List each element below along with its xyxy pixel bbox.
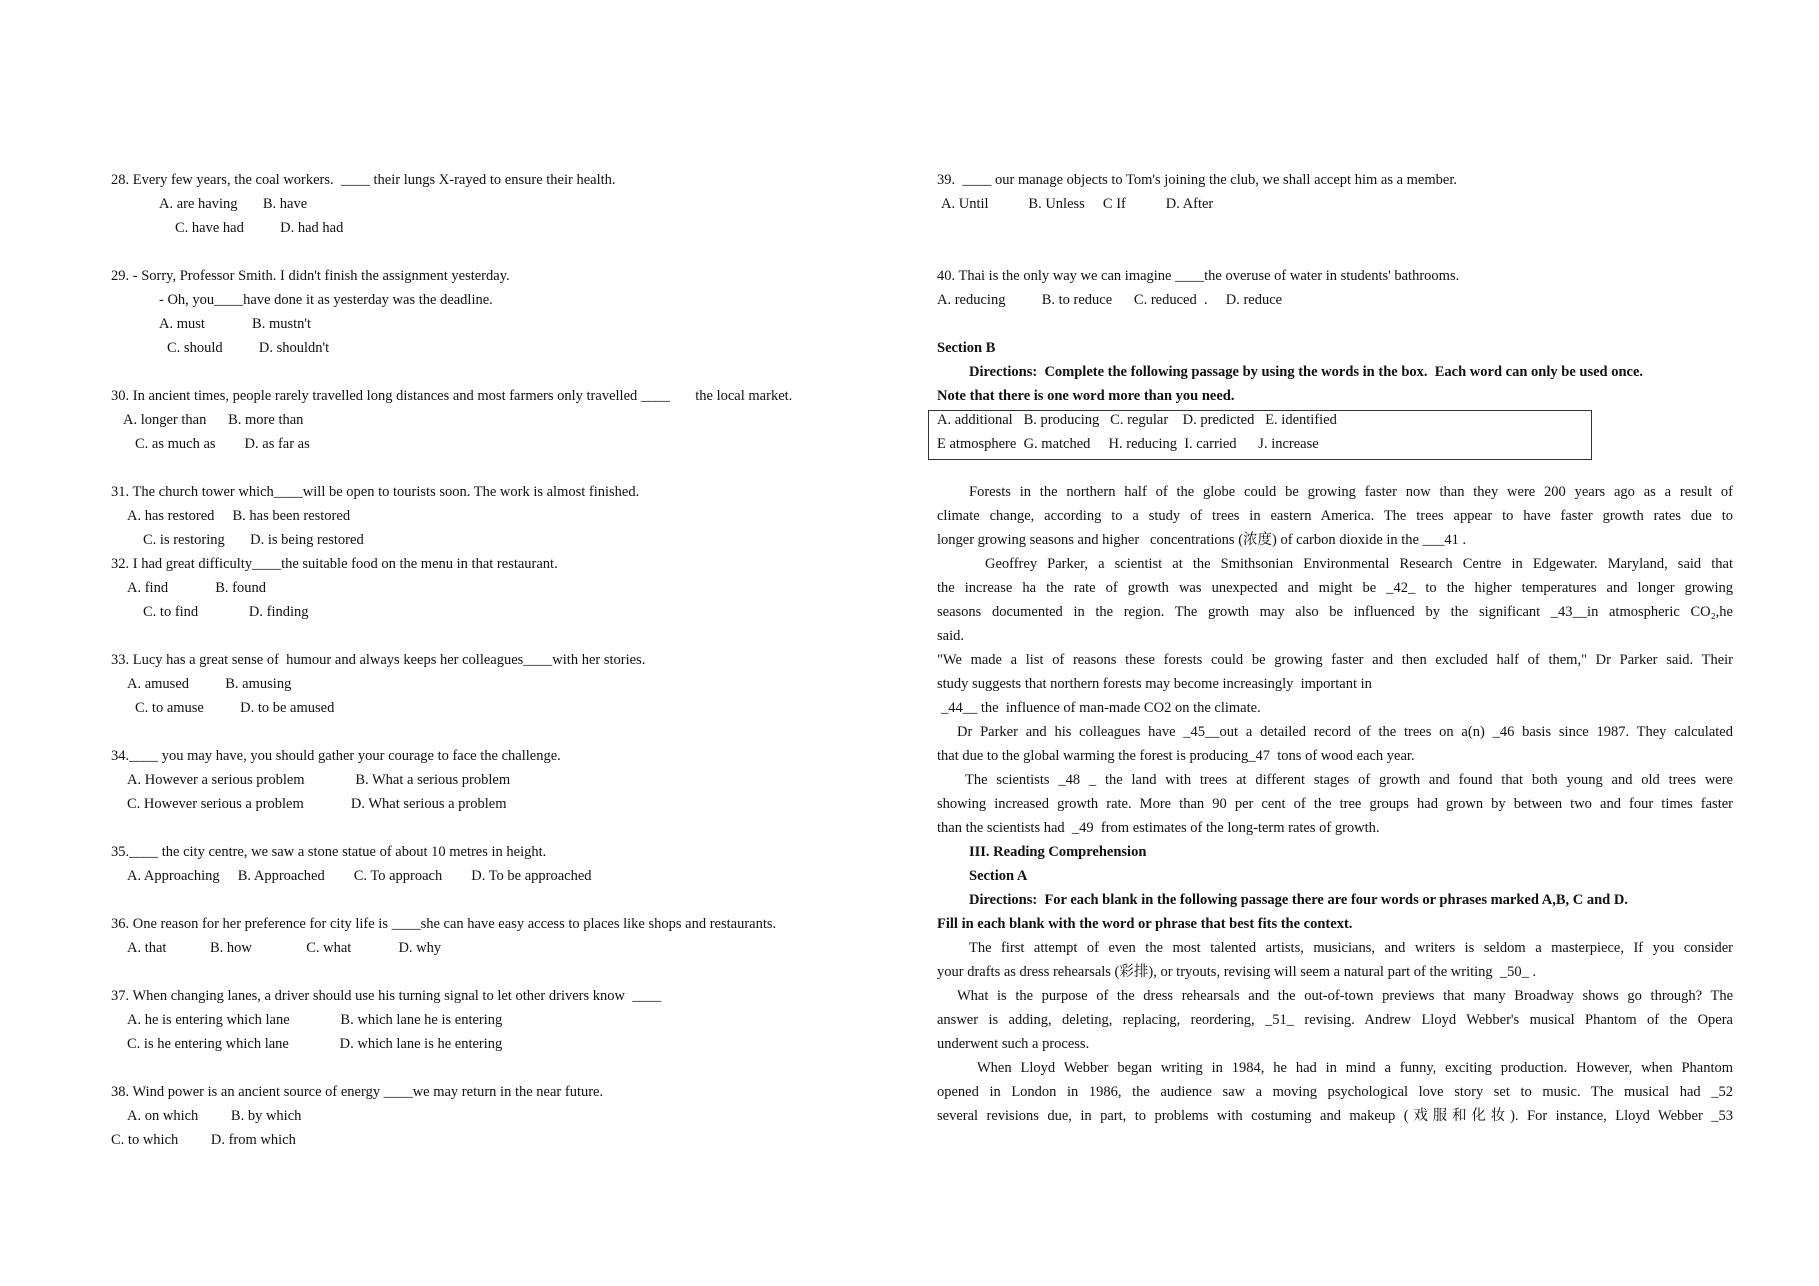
passage-b-line: climate change, according to a study of trees in eastern America. The trees appear to have faster growth rates due to bbox=[937, 508, 1733, 524]
passage-a-line: your drafts as dress rehearsals (彩排), or tryouts, revising will seem a natural part of the writing _50_ . bbox=[937, 964, 1537, 980]
options-28-ab: A. are having B. have bbox=[159, 196, 308, 212]
options-32-cd: C. to find D. finding bbox=[143, 604, 309, 620]
options-37-cd: C. is he entering which lane D. which lane is he entering bbox=[127, 1036, 503, 1052]
options-32-ab: A. find B. found bbox=[127, 580, 266, 596]
passage-b-line: Dr Parker and his colleagues have _45__out a detailed record of the trees on a(n) _46 basis since 1987. They calculated bbox=[957, 724, 1733, 740]
options-35: A. Approaching B. Approached C. To approach D. To be approached bbox=[127, 868, 592, 884]
question-33: 33. Lucy has a great sense of humour and always keeps her colleagues____with her stories. bbox=[111, 652, 646, 668]
passage-b-line: longer growing seasons and higher concentrations (浓度) of carbon dioxide in the ___41 . bbox=[937, 532, 1467, 548]
question-36: 36. One reason for her preference for city life is ____she can have easy access to places like shops and restaurants. bbox=[111, 916, 777, 932]
question-35: 35.____ the city centre, we saw a stone statue of about 10 metres in height. bbox=[111, 844, 547, 860]
question-37: 37. When changing lanes, a driver should use his turning signal to let other drivers know ____ bbox=[111, 988, 662, 1004]
question-29: 29. - Sorry, Professor Smith. I didn't finish the assignment yesterday. bbox=[111, 268, 510, 284]
options-28-cd: C. have had D. had had bbox=[175, 220, 344, 236]
options-31-ab: A. has restored B. has been restored bbox=[127, 508, 351, 524]
options-36: A. that B. how C. what D. why bbox=[127, 940, 442, 956]
passage-b-line: study suggests that northern forests may become increasingly important in bbox=[937, 676, 1372, 692]
passage-b-line: than the scientists had _49 from estimates of the long-term rates of growth. bbox=[937, 820, 1380, 836]
passage-a-line: The first attempt of even the most talented artists, musicians, and writers is seldom a masterpiece, If you consider bbox=[969, 940, 1733, 956]
question-30: 30. In ancient times, people rarely travelled long distances and most farmers only travelled ____ the local market. bbox=[111, 388, 793, 404]
options-40: A. reducing B. to reduce C. reduced . D. reduce bbox=[937, 292, 1283, 308]
passage-b-line: Forests in the northern half of the globe could be growing faster now than they were 200 years ago as a result of bbox=[969, 484, 1733, 500]
directions-b-line1: Directions: Complete the following passage by using the words in the box. Each word can only be used once. bbox=[969, 364, 1644, 380]
passage-a-line: underwent such a process. bbox=[937, 1036, 1090, 1052]
directions-a-line2: Fill in each blank with the word or phrase that best fits the context. bbox=[937, 916, 1353, 932]
question-40: 40. Thai is the only way we can imagine ____the overuse of water in students' bathrooms. bbox=[937, 268, 1460, 284]
passage-b-line: The scientists _48 _ the land with trees at different stages of growth and found that both young and old trees were bbox=[965, 772, 1733, 788]
passage-b-line: said. bbox=[937, 628, 964, 644]
question-34: 34.____ you may have, you should gather your courage to face the challenge. bbox=[111, 748, 561, 764]
options-31-cd: C. is restoring D. is being restored bbox=[143, 532, 364, 548]
directions-a-line1: Directions: For each blank in the following passage there are four words or phrases marked A,B, C and D. bbox=[969, 892, 1628, 908]
question-39: 39. ____ our manage objects to Tom's joining the club, we shall accept him as a member. bbox=[937, 172, 1457, 188]
passage-a-line: What is the purpose of the dress rehearsals and the out-of-town previews that many Broadway shows go through? The bbox=[957, 988, 1733, 1004]
question-32: 32. I had great difficulty____the suitable food on the menu in that restaurant. bbox=[111, 556, 558, 572]
section-a-heading: Section A bbox=[969, 868, 1028, 884]
options-30-ab: A. longer than B. more than bbox=[123, 412, 304, 428]
options-33-cd: C. to amuse D. to be amused bbox=[135, 700, 335, 716]
word-box-row1: A. additional B. producing C. regular D. predicted E. identified bbox=[937, 412, 1337, 428]
options-29-cd: C. should D. shouldn't bbox=[167, 340, 330, 356]
question-38: 38. Wind power is an ancient source of energy ____we may return in the near future. bbox=[111, 1084, 604, 1100]
passage-b-line: Geoffrey Parker, a scientist at the Smithsonian Environmental Research Centre in Edgewater. Maryland, said that bbox=[985, 556, 1733, 572]
question-31: 31. The church tower which____will be open to tourists soon. The work is almost finished. bbox=[111, 484, 640, 500]
passage-b-line: showing increased growth rate. More than 90 per cent of the tree groups had grown by between two and four times faster bbox=[937, 796, 1733, 812]
options-34-cd: C. However serious a problem D. What serious a problem bbox=[127, 796, 507, 812]
passage-a-line: answer is adding, deleting, replacing, reordering, _51_ revising. Andrew Lloyd Webber's musical Phantom of the Opera bbox=[937, 1012, 1733, 1028]
question-29-reply: - Oh, you____have done it as yesterday was the deadline. bbox=[159, 292, 493, 308]
options-33-ab: A. amused B. amusing bbox=[127, 676, 292, 692]
question-28: 28. Every few years, the coal workers. ____ their lungs X-rayed to ensure their health. bbox=[111, 172, 616, 188]
passage-b-line: seasons documented in the region. The growth may also be influenced by the significant _43__in atmospheric CO₂,he bbox=[937, 604, 1733, 620]
directions-b-line2: Note that there is one word more than you need. bbox=[937, 388, 1235, 404]
passage-a-line: When Lloyd Webber began writing in 1984, he had in mind a funny, exciting production. However, when Phantom bbox=[977, 1060, 1733, 1076]
passage-b-line: the increase ha the rate of growth was unexpected and might be _42_ to the higher temperatures and longer growing bbox=[937, 580, 1733, 596]
options-38-cd: C. to which D. from which bbox=[111, 1132, 296, 1148]
options-39: A. Until B. Unless C If D. After bbox=[941, 196, 1214, 212]
passage-a-line: several revisions due, in part, to problems with costuming and makeup (戏服和化妆). For instance, Lloyd Webber _53 bbox=[937, 1108, 1733, 1124]
section-b-heading: Section B bbox=[937, 340, 996, 356]
passage-b-line: "We made a list of reasons these forests could be growing faster and then excluded half of them," Dr Parker said. Their bbox=[937, 652, 1733, 668]
options-38-ab: A. on which B. by which bbox=[127, 1108, 302, 1124]
options-34-ab: A. However a serious problem B. What a serious problem bbox=[127, 772, 511, 788]
passage-a-line: opened in London in 1986, the audience saw a moving psychological love story set to music. The musical had _52 bbox=[937, 1084, 1733, 1100]
reading-comprehension-heading: III. Reading Comprehension bbox=[969, 844, 1147, 860]
options-37-ab: A. he is entering which lane B. which lane he is entering bbox=[127, 1012, 503, 1028]
options-29-ab: A. must B. mustn't bbox=[159, 316, 312, 332]
options-30-cd: C. as much as D. as far as bbox=[135, 436, 310, 452]
passage-b-line: that due to the global warming the forest is producing_47 tons of wood each year. bbox=[937, 748, 1415, 764]
word-box-row2: E atmosphere G. matched H. reducing I. carried J. increase bbox=[937, 436, 1319, 452]
passage-b-line: _44__ the influence of man-made CO2 on the climate. bbox=[941, 700, 1261, 716]
